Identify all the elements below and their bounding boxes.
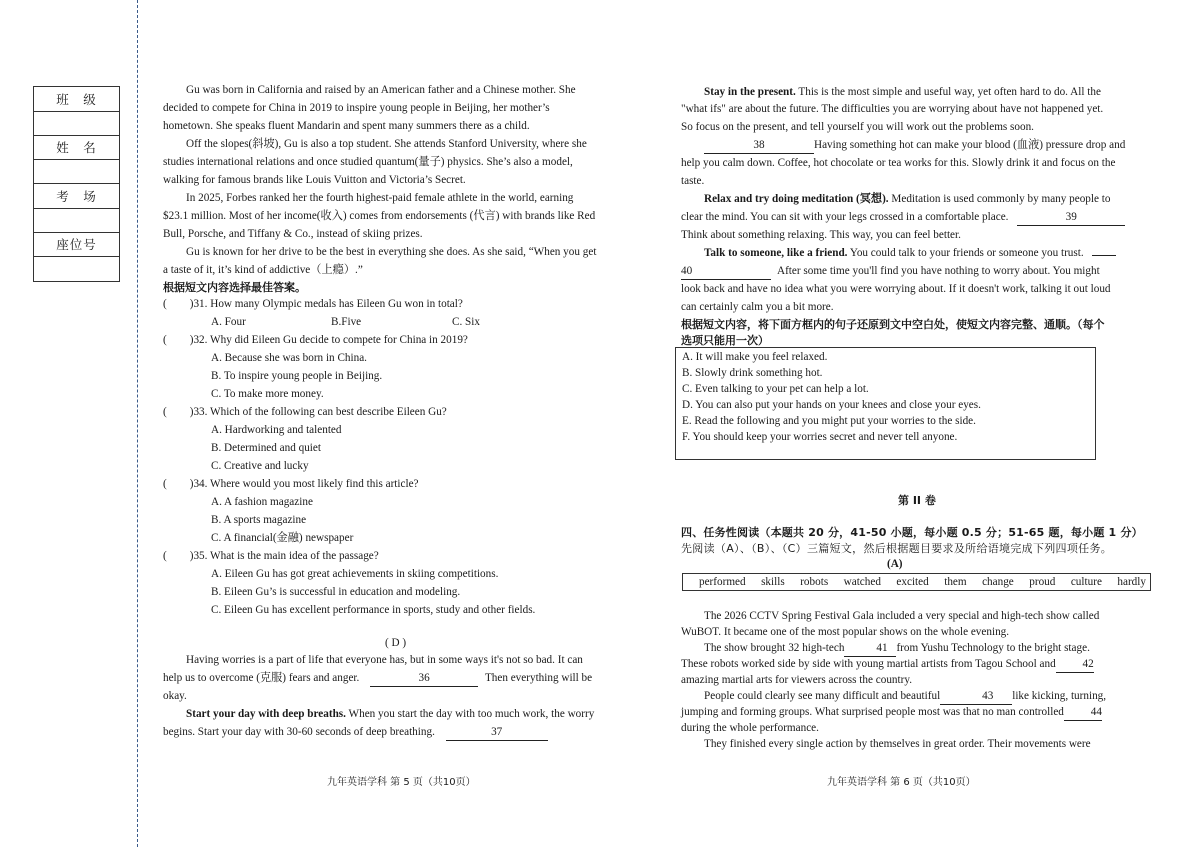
paragraph-line: $23.1 million. Most of her income(收入) comes from endorsements (代言) with brands like Red [163, 210, 596, 222]
question-stem: )35. What is the main idea of the passage? [189, 550, 379, 562]
option-a: A. Hardworking and talented [211, 424, 342, 436]
answer-paren[interactable]: ( [163, 334, 167, 346]
option-a: A. Four [211, 316, 246, 328]
paragraph-line: okay. [163, 690, 187, 702]
section-instruction: 根据短文内容选择最佳答案。 [163, 281, 306, 294]
paragraph-line: Stay in the present. This is the most simple and useful way, yet often hard to do. All the [704, 86, 1101, 98]
section-a-heading: (A) [887, 558, 903, 570]
word-item: culture [1070, 576, 1102, 588]
paragraph-line: begins. Start your day with 30-60 seconds of deep breathing. 37 [163, 725, 548, 741]
paragraph-line: People could clearly see many difficult and beautiful 43 like kicking, turning, [681, 689, 1106, 705]
blank-38[interactable]: 38 [704, 138, 814, 154]
option-c: C. A financial(金融) newspaper [211, 532, 354, 544]
options-box [675, 347, 1096, 460]
word-item: them [944, 576, 967, 588]
exam-room-label: 考 场 [34, 184, 119, 209]
word-item: skills [761, 576, 785, 588]
paragraph-line: Gu is known for her drive to be the best in everything she does. As she said, “When you get [186, 246, 597, 258]
option-item: A. It will make you feel relaxed. [682, 351, 828, 363]
blank-36[interactable]: 36 [370, 671, 478, 687]
paragraph-line: Gu was born in California and raised by an American father and a Chinese mother. She [186, 84, 576, 96]
paragraph-line: Talk to someone, like a friend. You could talk to your friends or someone you trust. [681, 246, 1116, 261]
option-a: A. Because she was born in China. [211, 352, 367, 364]
blank-44[interactable]: 44 [1064, 705, 1102, 721]
paragraph-line: In 2025, Forbes ranked her the fourth highest-paid female athlete in the world, earning [186, 192, 574, 204]
paragraph-line: Off the slopes(斜坡), Gu is also a top student. She attends Stanford University, where she [186, 138, 587, 150]
option-item: B. Slowly drink something hot. [682, 367, 823, 379]
option-item: C. Even talking to your pet can help a lot. [682, 383, 869, 395]
paragraph-line: look back and have no idea what you were worrying about. If it doesn't work, talking it out loud [681, 283, 1111, 295]
option-a: A. Eileen Gu has got great achievements in skiing competitions. [211, 568, 499, 580]
name-field[interactable] [34, 160, 119, 184]
paragraph-line: 40 After some time you'll find you have nothing to worry about. You might [681, 264, 1100, 280]
answer-paren[interactable]: ( [163, 298, 167, 310]
paragraph-line: decided to compete for China in 2019 to inspire young people in Beijing, her mother’s [163, 102, 550, 114]
paragraph-line: taste. [681, 175, 705, 187]
paragraph-line: Relax and try doing meditation (冥想). Meditation is used commonly by many people to [704, 193, 1111, 205]
page-5-footer: 九年英语学科 第 5 页（共10页） [327, 777, 476, 788]
blank-43[interactable]: 43 [940, 689, 1012, 705]
option-c: C. To make more money. [211, 388, 324, 400]
answer-paren[interactable]: ( [163, 478, 167, 490]
binding-dashed-line [137, 0, 138, 847]
paragraph-line: jumping and forming groups. What surprised people most was that no man controlled 44 [681, 705, 1102, 721]
word-item: hardly [1117, 576, 1146, 588]
section-d-heading: ( D ) [385, 637, 407, 649]
page-6-footer: 九年英语学科 第 6 页（共10页） [827, 777, 976, 788]
blank-40[interactable]: 40 [681, 264, 771, 280]
question-33 [163, 405, 447, 420]
option-b: B. A sports magazine [211, 514, 307, 526]
class-label: 班 级 [34, 87, 119, 112]
question-stem: )32. Why did Eileen Gu decide to compete for China in 2019? [189, 334, 468, 346]
section-instruction: 选项只能用一次） [681, 334, 769, 347]
seat-number-field[interactable] [34, 257, 119, 281]
word-item: change [982, 576, 1014, 588]
paragraph-line: amazing martial arts for viewers across the country. [681, 674, 913, 686]
paragraph-line: clear the mind. You can sit with your legs crossed in a comfortable place. 39 [681, 210, 1125, 226]
blank-42[interactable]: 42 [1056, 657, 1094, 673]
paragraph-line: hometown. She speaks fluent Mandarin and spent many summers there as a child. [163, 120, 530, 132]
paragraph-line: Having worries is a part of life that everyone has, but in some ways it's not so bad. It can [186, 654, 583, 666]
section-instruction: 根据短文内容，将下面方框内的句子还原到文中空白处，使短文内容完整、通顺。（每个 [681, 318, 1105, 331]
blank-39[interactable]: 39 [1017, 210, 1125, 226]
paragraph-line: can certainly calm you a bit more. [681, 301, 834, 313]
option-b: B. To inspire young people in Beijing. [211, 370, 383, 382]
paragraph-line: a taste of it, it’s kind of addictive（上瘾）.” [163, 264, 363, 276]
paragraph-line: help us to overcome (克服) fears and anger. 36 Then everything will be [163, 671, 592, 687]
question-31 [163, 297, 463, 312]
word-bank [682, 573, 1151, 591]
option-b: B. Eileen Gu’s is successful in education and modeling. [211, 586, 461, 598]
word-item: watched [843, 576, 881, 588]
paragraph-line: Think about something relaxing. This way, you can feel better. [681, 229, 961, 241]
word-item: excited [896, 576, 929, 588]
paragraph-line: They finished every single action by themselves in great order. Their movements were [704, 738, 1091, 750]
question-stem: )33. Which of the following can best describe Eileen Gu? [189, 406, 447, 418]
option-c: C. Six [452, 316, 480, 328]
option-item: F. You should keep your worries secret and never tell anyone. [682, 431, 958, 443]
option-c: C. Creative and lucky [211, 460, 309, 472]
paragraph-line: WuBOT. It became one of the most popular shows on the whole evening. [681, 626, 1010, 638]
option-item: D. You can also put your hands on your knees and close your eyes. [682, 399, 981, 411]
paragraph-line: These robots worked side by side with young martial artists from Tagou School and 42 [681, 657, 1094, 673]
paragraph-line: So focus on the present, and tell yourself you will work out the problems soon. [681, 121, 1034, 133]
question-stem: )34. Where would you most likely find this article? [189, 478, 419, 490]
question-32 [163, 333, 468, 348]
option-c: C. Eileen Gu has excellent performance in sports, study and other fields. [211, 604, 536, 616]
name-label: 姓 名 [34, 136, 119, 161]
paragraph-line: Start your day with deep breaths. When you start the day with too much work, the worry [186, 708, 595, 720]
exam-room-field[interactable] [34, 209, 119, 233]
answer-paren[interactable]: ( [163, 550, 167, 562]
question-34 [163, 477, 419, 492]
option-b: B. Determined and quiet [211, 442, 321, 454]
word-item: proud [1029, 576, 1056, 588]
word-item: performed [699, 576, 746, 588]
word-item: robots [800, 576, 829, 588]
paragraph-line: "what ifs" are about the future. The difficulties you are worrying about have not happened yet. [681, 103, 1104, 115]
option-item: E. Read the following and you might put your worries to the side. [682, 415, 976, 427]
paragraph-line: 38 Having something hot can make your blood (血液) pressure drop and [704, 138, 1125, 154]
paragraph-line: help you calm down. Coffee, hot chocolate or tea works for this. Slowly drink it and focus on the [681, 157, 1116, 169]
blank-41[interactable]: 41 [844, 641, 896, 657]
class-field[interactable] [34, 112, 119, 136]
student-info-table [33, 86, 120, 282]
question-stem: )31. How many Olympic medals has Eileen Gu won in total? [189, 298, 463, 310]
option-a: A. A fashion magazine [211, 496, 313, 508]
option-b: B.Five [331, 316, 362, 328]
paragraph-line: studies international relations and once studied quantum(量子) physics. She’s also a model, [163, 156, 573, 168]
blank-37[interactable]: 37 [446, 725, 548, 741]
seat-number-label: 座位号 [34, 233, 119, 258]
paragraph-line: during the whole performance. [681, 722, 819, 734]
paragraph-line: Bull, Porsche, and Tiffany & Co., instead of skiing prizes. [163, 228, 423, 240]
paragraph-line: The 2026 CCTV Spring Festival Gala included a very special and high-tech show called [704, 610, 1100, 622]
answer-paren[interactable]: ( [163, 406, 167, 418]
part-2-heading: 第 II 卷 [898, 494, 936, 507]
section-4-heading: 四、任务性阅读（本题共 20 分，41-50 小题，每小题 0.5 分；51-65 题，每小题 1 分） [681, 526, 1143, 539]
section-4-subheading: 先阅读（A）、（B）、（C）三篇短文，然后根据题目要求及所给语境完成下列四项任务。 [681, 542, 1113, 555]
question-35 [163, 549, 379, 564]
paragraph-line: The show brought 32 high-tech 41 from Yushu Technology to the bright stage. [681, 641, 1090, 657]
paragraph-line: walking for famous brands like Louis Vuitton and Victoria’s Secret. [163, 174, 466, 186]
